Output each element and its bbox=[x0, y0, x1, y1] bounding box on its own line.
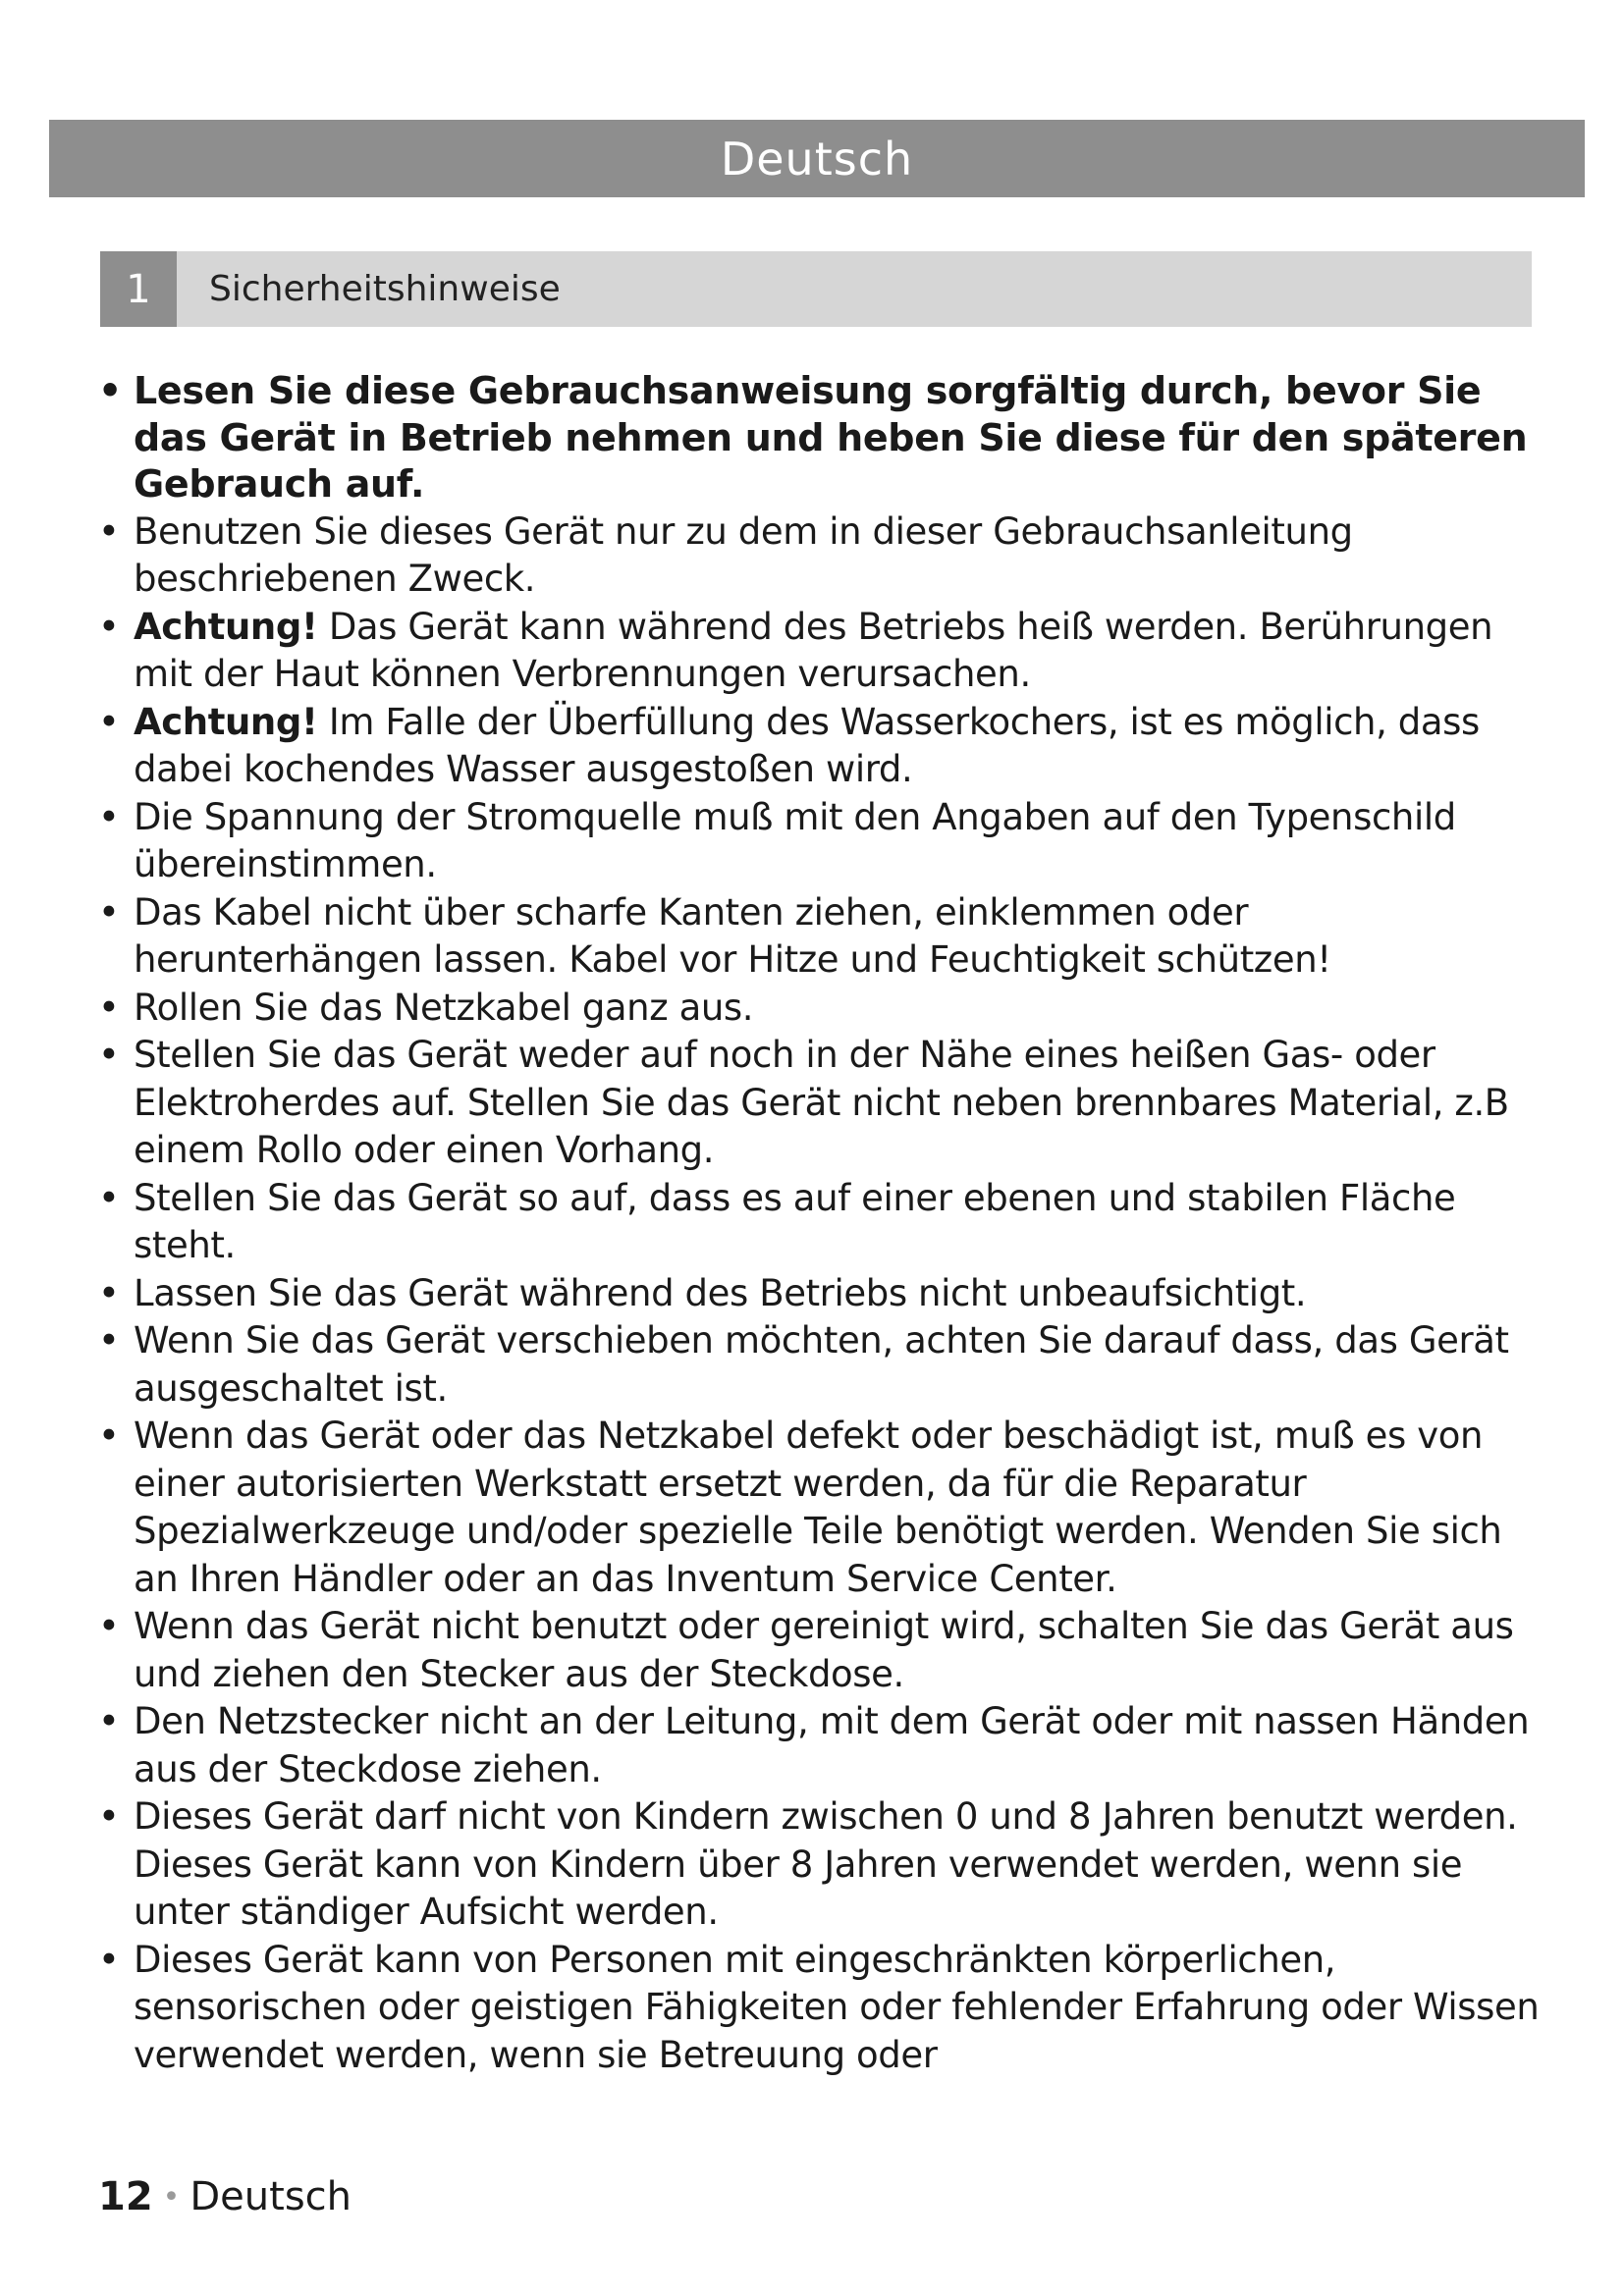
list-item-text: Rollen Sie das Netzkabel ganz aus. bbox=[134, 986, 754, 1029]
section-header bbox=[100, 251, 1532, 327]
warning-label: Achtung! bbox=[134, 700, 318, 743]
list-item bbox=[98, 1413, 1542, 1603]
list-item bbox=[98, 1175, 1542, 1270]
section-title: Sicherheitshinweise bbox=[209, 269, 561, 309]
list-item bbox=[98, 889, 1542, 985]
list-item bbox=[98, 368, 1542, 508]
list-item bbox=[98, 1793, 1542, 1937]
list-item bbox=[98, 604, 1542, 699]
list-item-text: Wenn Sie das Gerät verschieben möchten, achten Sie darauf dass, das Gerät ausgeschaltet ist. bbox=[134, 1319, 1509, 1410]
footer-language: Deutsch bbox=[189, 2174, 352, 2219]
list-item bbox=[98, 1032, 1542, 1175]
list-item bbox=[98, 1603, 1542, 1698]
list-item bbox=[98, 1698, 1542, 1793]
section-number: 1 bbox=[100, 251, 177, 327]
list-item-text: Benutzen Sie dieses Gerät nur zu dem in dieser Gebrauchsanleitung beschriebenen Zweck. bbox=[134, 509, 1353, 600]
list-item bbox=[98, 1937, 1542, 2080]
list-item-text: Stellen Sie das Gerät so auf, dass es auf einer ebenen und stabilen Fläche steht. bbox=[134, 1176, 1456, 1266]
language-banner-title: Deutsch bbox=[720, 132, 914, 186]
safety-notes bbox=[98, 368, 1542, 2079]
list-item-text: Im Falle der Überfüllung des Wasserkochers, ist es möglich, dass dabei kochendes Wasser ausgestoßen wird. bbox=[134, 700, 1480, 790]
list-item-text: Dieses Gerät darf nicht von Kindern zwischen 0 und 8 Jahren benutzt werden. Dieses Gerät kann von Kindern über 8 Jahren verwendet werden, wenn sie unter ständiger Aufsicht werden. bbox=[134, 1795, 1518, 1933]
list-item-text: Wenn das Gerät oder das Netzkabel defekt oder beschädigt ist, muß es von einer autorisierten Werkstatt ersetzt werden, da für die Reparatur Spezialwerkzeuge und/oder spezielle Teile benötigt werden. Wenden Sie sich an Ihren Händler oder an das Inventum Service Center. bbox=[134, 1415, 1502, 1600]
list-item-text: Die Spannung der Stromquelle muß mit den Angaben auf den Typenschild übereinstimmen. bbox=[134, 795, 1456, 885]
list-item-text: Lesen Sie diese Gebrauchsanweisung sorgfältig durch, bevor Sie das Gerät in Betrieb nehmen und heben Sie diese für den späteren Gebrauch auf. bbox=[134, 369, 1528, 506]
list-item bbox=[98, 699, 1542, 794]
list-item bbox=[98, 1317, 1542, 1413]
list-item-text: Lassen Sie das Gerät während des Betriebs nicht unbeaufsichtigt. bbox=[134, 1271, 1307, 1314]
safety-notes-list bbox=[98, 368, 1542, 2079]
footer-separator: • bbox=[162, 2179, 181, 2215]
list-item-text: Wenn das Gerät nicht benutzt oder gereinigt wird, schalten Sie das Gerät aus und ziehen den Stecker aus der Steckdose. bbox=[134, 1605, 1514, 1695]
list-item-text: Dieses Gerät kann von Personen mit eingeschränkten körperlichen, sensorischen oder geistigen Fähigkeiten oder fehlender Erfahrung oder Wissen verwendet werden, wenn sie Betreuung oder bbox=[134, 1938, 1540, 2076]
list-item bbox=[98, 1270, 1542, 1318]
page-number: 12 bbox=[98, 2174, 153, 2219]
page-footer bbox=[98, 2174, 352, 2219]
language-banner bbox=[49, 120, 1585, 197]
list-item-text: Stellen Sie das Gerät weder auf noch in der Nähe eines heißen Gas- oder Elektroherdes auf. Stellen Sie das Gerät nicht neben brennbares Material, z.B einem Rollo oder einen Vorhang. bbox=[134, 1034, 1509, 1171]
list-item-text: Den Netzstecker nicht an der Leitung, mit dem Gerät oder mit nassen Händen aus der Steckdose ziehen. bbox=[134, 1700, 1530, 1790]
list-item bbox=[98, 508, 1542, 604]
warning-label: Achtung! bbox=[134, 605, 318, 648]
list-item bbox=[98, 985, 1542, 1033]
list-item bbox=[98, 794, 1542, 889]
list-item-text: Das Kabel nicht über scharfe Kanten ziehen, einklemmen oder herunterhängen lassen. Kabel vor Hitze und Feuchtigkeit schützen! bbox=[134, 890, 1331, 981]
list-item-text: Das Gerät kann während des Betriebs heiß werden. Berührungen mit der Haut können Verbrennungen verursachen. bbox=[134, 605, 1493, 695]
